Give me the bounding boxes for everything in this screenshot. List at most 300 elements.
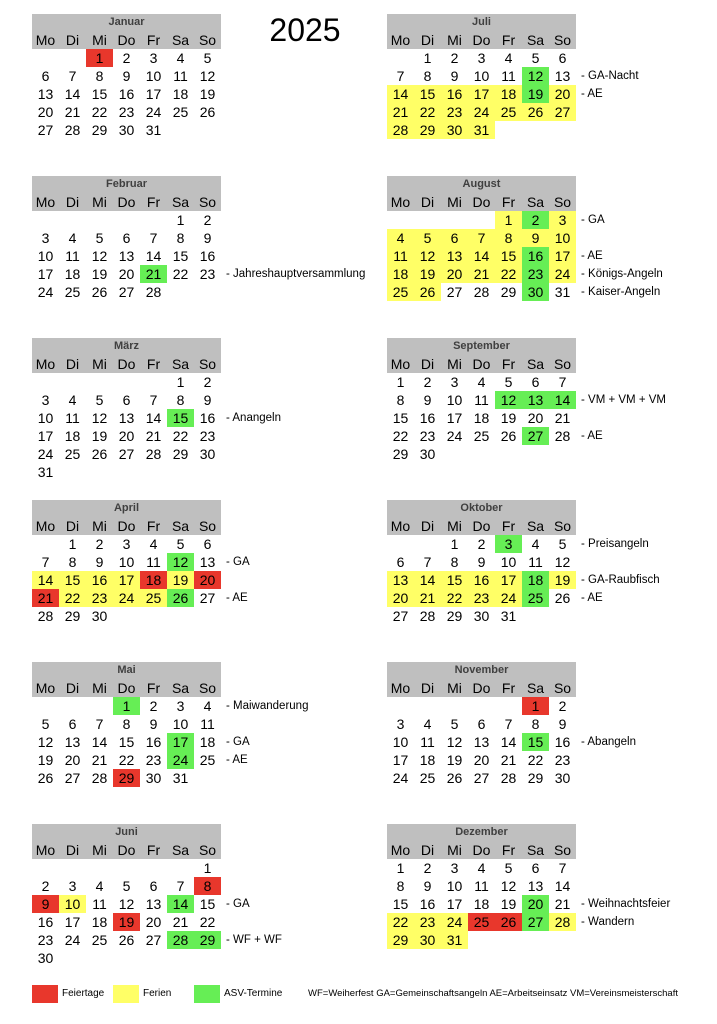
day-cell: 17	[549, 247, 576, 265]
weekday-header: Mi	[441, 679, 468, 697]
day-cell: 24	[113, 589, 140, 607]
weekday-header: So	[194, 517, 221, 535]
weekday-header: Do	[468, 841, 495, 859]
day-cell: 22	[118, 752, 135, 768]
event-note: - GA-Raubfisch	[581, 574, 660, 586]
day-cell: 3	[68, 878, 77, 894]
weekday-header: Mo	[387, 193, 414, 211]
event-note: - AE	[581, 592, 603, 604]
day-cell: 10	[145, 68, 162, 84]
day-cell: 23	[86, 589, 113, 607]
weekday-header: So	[549, 517, 576, 535]
day-cell: 19	[500, 410, 517, 426]
weekday-header: Sa	[522, 31, 549, 49]
day-cell: 5	[414, 229, 441, 247]
empty-cell	[86, 859, 113, 877]
weekday-header: Mo	[32, 355, 59, 373]
day-cell: 10	[446, 878, 463, 894]
weekday-header: Sa	[167, 841, 194, 859]
day-cell: 12	[199, 68, 216, 84]
empty-cell	[113, 859, 140, 877]
day-cell: 23	[199, 428, 216, 444]
weekday-header: Mi	[86, 355, 113, 373]
day-cell: 26	[199, 104, 216, 120]
empty-cell	[86, 373, 113, 391]
weekday-header: So	[194, 841, 221, 859]
day-cell: 15	[91, 86, 108, 102]
feiertage-label: Feiertage	[62, 988, 105, 999]
month-märz	[32, 338, 221, 481]
day-cell: 1	[495, 211, 522, 229]
day-cell: 3	[122, 536, 131, 552]
day-cell: 26	[500, 428, 517, 444]
day-cell: 4	[149, 536, 158, 552]
weekday-header: Mo	[32, 841, 59, 859]
day-cell: 12	[91, 410, 108, 426]
day-cell: 28	[473, 284, 490, 300]
month-oktober	[387, 500, 576, 625]
month-juli	[387, 14, 576, 139]
day-cell: 26	[91, 284, 108, 300]
empty-cell	[59, 211, 86, 229]
day-cell: 1	[68, 536, 77, 552]
day-cell: 14	[91, 734, 108, 750]
day-cell: 17	[113, 571, 140, 589]
weekday-header: So	[549, 31, 576, 49]
month-title: März	[32, 338, 221, 355]
weekday-header: So	[549, 355, 576, 373]
weekday-header: Do	[113, 31, 140, 49]
day-cell: 5	[95, 230, 104, 246]
day-cell: 30	[145, 770, 162, 786]
month-april	[32, 500, 221, 625]
weekday-header: So	[549, 679, 576, 697]
month-grid	[32, 517, 221, 625]
day-cell: 3	[176, 698, 185, 714]
day-cell: 10	[500, 554, 517, 570]
day-cell: 12	[522, 67, 549, 85]
day-cell: 13	[145, 896, 162, 912]
month-grid	[32, 31, 221, 139]
event-note: - GA	[226, 898, 250, 910]
day-cell: 26	[414, 283, 441, 301]
day-cell: 12	[500, 878, 517, 894]
day-cell: 9	[558, 716, 567, 732]
day-cell: 7	[504, 716, 513, 732]
day-cell: 13	[554, 68, 571, 84]
day-cell: 8	[531, 716, 540, 732]
day-cell: 27	[64, 770, 81, 786]
day-cell: 21	[554, 896, 571, 912]
day-cell: 20	[441, 265, 468, 283]
month-title: August	[387, 176, 576, 193]
day-cell: 2	[558, 698, 567, 714]
day-cell: 11	[474, 392, 489, 408]
event-note: - Königs-Angeln	[581, 268, 663, 280]
event-note: - GA	[226, 556, 250, 568]
event-note: - Kaiser-Angeln	[581, 286, 661, 298]
day-cell: 10	[118, 554, 135, 570]
weekday-header: Fr	[495, 31, 522, 49]
day-cell: 16	[419, 896, 436, 912]
day-cell: 31	[37, 464, 54, 480]
day-cell: 1	[203, 860, 212, 876]
day-cell: 20	[549, 85, 576, 103]
day-cell: 10	[549, 229, 576, 247]
weekday-header: Fr	[140, 193, 167, 211]
day-cell: 9	[32, 895, 59, 913]
day-cell: 20	[64, 752, 81, 768]
weekday-header: Do	[113, 193, 140, 211]
day-cell: 8	[396, 878, 405, 894]
day-cell: 27	[392, 608, 409, 624]
day-cell: 31	[468, 121, 495, 139]
day-cell: 17	[37, 266, 54, 282]
weekday-header: Fr	[140, 679, 167, 697]
day-cell: 6	[441, 229, 468, 247]
day-cell: 8	[122, 716, 131, 732]
day-cell: 19	[167, 571, 194, 589]
empty-cell	[495, 697, 522, 715]
empty-cell	[32, 49, 59, 67]
day-cell: 24	[495, 589, 522, 607]
weekday-header: Do	[468, 355, 495, 373]
weekday-header: Sa	[522, 841, 549, 859]
day-cell: 14	[145, 248, 162, 264]
day-cell: 5	[41, 716, 50, 732]
day-cell: 14	[145, 410, 162, 426]
day-cell: 23	[522, 265, 549, 283]
day-cell: 19	[414, 265, 441, 283]
day-cell: 27	[522, 913, 549, 931]
day-cell: 9	[423, 878, 432, 894]
day-cell: 17	[392, 752, 409, 768]
day-cell: 3	[396, 716, 405, 732]
month-grid	[387, 31, 576, 139]
empty-cell	[387, 211, 414, 229]
month-title: Mai	[32, 662, 221, 679]
day-cell: 25	[387, 283, 414, 301]
event-note: - Maiwanderung	[226, 700, 309, 712]
month-grid	[32, 841, 221, 967]
day-cell: 19	[500, 896, 517, 912]
day-cell: 18	[419, 752, 436, 768]
day-cell: 13	[387, 571, 414, 589]
day-cell: 21	[172, 914, 189, 930]
day-cell: 21	[468, 265, 495, 283]
month-februar	[32, 176, 221, 301]
weekday-header: Di	[414, 193, 441, 211]
event-note: - AE	[581, 430, 603, 442]
month-juni	[32, 824, 221, 967]
day-cell: 24	[37, 284, 54, 300]
event-note: - Abangeln	[581, 736, 636, 748]
day-cell: 21	[414, 589, 441, 607]
day-cell: 4	[68, 230, 77, 246]
day-cell: 2	[203, 212, 212, 228]
empty-cell	[32, 535, 59, 553]
day-cell: 23	[145, 752, 162, 768]
day-cell: 16	[419, 410, 436, 426]
day-cell: 16	[199, 410, 216, 426]
day-cell: 19	[91, 266, 108, 282]
weekday-header: Mi	[441, 841, 468, 859]
day-cell: 2	[122, 50, 131, 66]
day-cell: 25	[140, 589, 167, 607]
day-cell: 7	[396, 68, 405, 84]
day-cell: 18	[495, 85, 522, 103]
day-cell: 19	[522, 85, 549, 103]
month-title: November	[387, 662, 576, 679]
day-cell: 29	[446, 608, 463, 624]
day-cell: 4	[203, 698, 212, 714]
weekday-header: Di	[59, 679, 86, 697]
day-cell: 6	[149, 878, 158, 894]
empty-cell	[441, 697, 468, 715]
weekday-header: Mi	[441, 355, 468, 373]
day-cell: 28	[64, 122, 81, 138]
month-grid	[387, 841, 576, 949]
day-cell: 12	[554, 554, 571, 570]
day-cell: 23	[118, 104, 135, 120]
day-cell: 4	[477, 860, 486, 876]
day-cell: 28	[387, 121, 414, 139]
weekday-header: Di	[414, 355, 441, 373]
day-cell: 9	[149, 716, 158, 732]
day-cell: 21	[145, 428, 162, 444]
day-cell: 5	[558, 536, 567, 552]
day-cell: 28	[145, 284, 162, 300]
year-title: 2025	[269, 12, 341, 48]
day-cell: 11	[387, 247, 414, 265]
day-cell: 29	[194, 931, 221, 949]
day-cell: 7	[41, 554, 50, 570]
day-cell: 25	[172, 104, 189, 120]
day-cell: 8	[95, 68, 104, 84]
weekday-header: Di	[59, 517, 86, 535]
day-cell: 12	[495, 391, 522, 409]
day-cell: 27	[473, 770, 490, 786]
event-note: - Preisangeln	[581, 538, 649, 550]
day-cell: 22	[495, 265, 522, 283]
event-note: - AE	[581, 88, 603, 100]
month-grid	[32, 679, 221, 787]
day-cell: 30	[37, 950, 54, 966]
day-cell: 8	[450, 554, 459, 570]
day-cell: 13	[37, 86, 54, 102]
day-cell: 3	[549, 211, 576, 229]
weekday-header: So	[549, 841, 576, 859]
day-cell: 14	[549, 391, 576, 409]
day-cell: 4	[477, 374, 486, 390]
day-cell: 29	[387, 931, 414, 949]
day-cell: 17	[64, 914, 81, 930]
day-cell: 23	[441, 103, 468, 121]
day-cell: 11	[173, 68, 188, 84]
day-cell: 6	[122, 392, 131, 408]
day-cell: 25	[64, 446, 81, 462]
day-cell: 14	[554, 878, 571, 894]
day-cell: 21	[140, 265, 167, 283]
day-cell: 30	[441, 121, 468, 139]
weekday-header: Di	[414, 679, 441, 697]
day-cell: 1	[176, 374, 185, 390]
asv-label: ASV-Termine	[224, 988, 283, 999]
weekday-header: Mi	[86, 517, 113, 535]
day-cell: 28	[91, 770, 108, 786]
empty-cell	[468, 697, 495, 715]
weekday-header: Do	[468, 193, 495, 211]
weekday-header: Di	[59, 355, 86, 373]
day-cell: 4	[176, 50, 185, 66]
day-cell: 22	[59, 589, 86, 607]
month-grid	[387, 355, 576, 463]
weekday-header: Mo	[32, 31, 59, 49]
empty-cell	[414, 535, 441, 553]
day-cell: 8	[423, 68, 432, 84]
weekday-header: Do	[113, 355, 140, 373]
day-cell: 7	[149, 230, 158, 246]
empty-cell	[32, 697, 59, 715]
day-cell: 13	[118, 248, 135, 264]
day-cell: 29	[172, 446, 189, 462]
day-cell: 3	[41, 392, 50, 408]
day-cell: 18	[387, 265, 414, 283]
day-cell: 17	[495, 571, 522, 589]
day-cell: 12	[91, 248, 108, 264]
weekday-header: Di	[414, 517, 441, 535]
month-title: April	[32, 500, 221, 517]
day-cell: 22	[392, 428, 409, 444]
month-november	[387, 662, 576, 787]
empty-cell	[32, 859, 59, 877]
day-cell: 11	[474, 878, 489, 894]
day-cell: 26	[118, 932, 135, 948]
empty-cell	[414, 697, 441, 715]
day-cell: 4	[504, 50, 513, 66]
weekday-header: Mo	[387, 841, 414, 859]
day-cell: 5	[504, 860, 513, 876]
empty-cell	[387, 535, 414, 553]
day-cell: 16	[118, 86, 135, 102]
day-cell: 9	[450, 68, 459, 84]
day-cell: 25	[495, 103, 522, 121]
day-cell: 18	[64, 266, 81, 282]
weekday-header: Fr	[495, 841, 522, 859]
day-cell: 18	[199, 734, 216, 750]
empty-cell	[32, 211, 59, 229]
day-cell: 2	[149, 698, 158, 714]
day-cell: 11	[146, 554, 161, 570]
day-cell: 16	[86, 571, 113, 589]
weekday-header: Mo	[32, 193, 59, 211]
day-cell: 21	[64, 104, 81, 120]
weekday-header: Sa	[167, 679, 194, 697]
event-note: - AE	[226, 592, 248, 604]
day-cell: 1	[113, 697, 140, 715]
day-cell: 17	[145, 86, 162, 102]
day-cell: 19	[37, 752, 54, 768]
day-cell: 7	[68, 68, 77, 84]
weekday-header: So	[194, 355, 221, 373]
day-cell: 5	[450, 716, 459, 732]
day-cell: 6	[558, 50, 567, 66]
day-cell: 15	[172, 248, 189, 264]
day-cell: 11	[528, 554, 543, 570]
weekday-header: Mi	[86, 31, 113, 49]
day-cell: 13	[527, 878, 544, 894]
day-cell: 20	[522, 895, 549, 913]
day-cell: 26	[554, 590, 571, 606]
day-cell: 13	[64, 734, 81, 750]
day-cell: 20	[118, 428, 135, 444]
day-cell: 27	[37, 122, 54, 138]
day-cell: 7	[423, 554, 432, 570]
day-cell: 31	[554, 284, 571, 300]
day-cell: 23	[199, 266, 216, 282]
day-cell: 20	[194, 571, 221, 589]
day-cell: 1	[176, 212, 185, 228]
day-cell: 26	[167, 589, 194, 607]
day-cell: 24	[64, 932, 81, 948]
day-cell: 11	[501, 68, 516, 84]
day-cell: 14	[387, 85, 414, 103]
weekday-header: Sa	[522, 517, 549, 535]
day-cell: 6	[68, 716, 77, 732]
day-cell: 15	[495, 247, 522, 265]
day-cell: 15	[392, 896, 409, 912]
weekday-header: So	[549, 193, 576, 211]
day-cell: 14	[64, 86, 81, 102]
day-cell: 27	[118, 284, 135, 300]
day-cell: 10	[392, 734, 409, 750]
month-title: Oktober	[387, 500, 576, 517]
day-cell: 7	[558, 374, 567, 390]
day-cell: 29	[414, 121, 441, 139]
day-cell: 18	[473, 896, 490, 912]
weekday-header: Fr	[140, 355, 167, 373]
weekday-header: Do	[468, 31, 495, 49]
day-cell: 23	[414, 913, 441, 931]
day-cell: 3	[477, 50, 486, 66]
empty-cell	[86, 211, 113, 229]
day-cell: 17	[446, 896, 463, 912]
weekday-header: So	[194, 679, 221, 697]
day-cell: 1	[86, 49, 113, 67]
weekday-header: Sa	[167, 193, 194, 211]
day-cell: 22	[172, 428, 189, 444]
day-cell: 12	[414, 247, 441, 265]
day-cell: 23	[37, 932, 54, 948]
day-cell: 25	[468, 913, 495, 931]
day-cell: 10	[446, 392, 463, 408]
day-cell: 13	[473, 734, 490, 750]
weekday-header: So	[194, 193, 221, 211]
empty-cell	[59, 697, 86, 715]
day-cell: 26	[37, 770, 54, 786]
day-cell: 11	[65, 248, 80, 264]
day-cell: 15	[59, 571, 86, 589]
day-cell: 24	[392, 770, 409, 786]
month-grid	[32, 355, 221, 481]
day-cell: 17	[468, 85, 495, 103]
weekday-header: Do	[113, 517, 140, 535]
day-cell: 21	[554, 410, 571, 426]
day-cell: 10	[37, 248, 54, 264]
day-cell: 30	[414, 931, 441, 949]
day-cell: 21	[500, 752, 517, 768]
day-cell: 22	[387, 913, 414, 931]
